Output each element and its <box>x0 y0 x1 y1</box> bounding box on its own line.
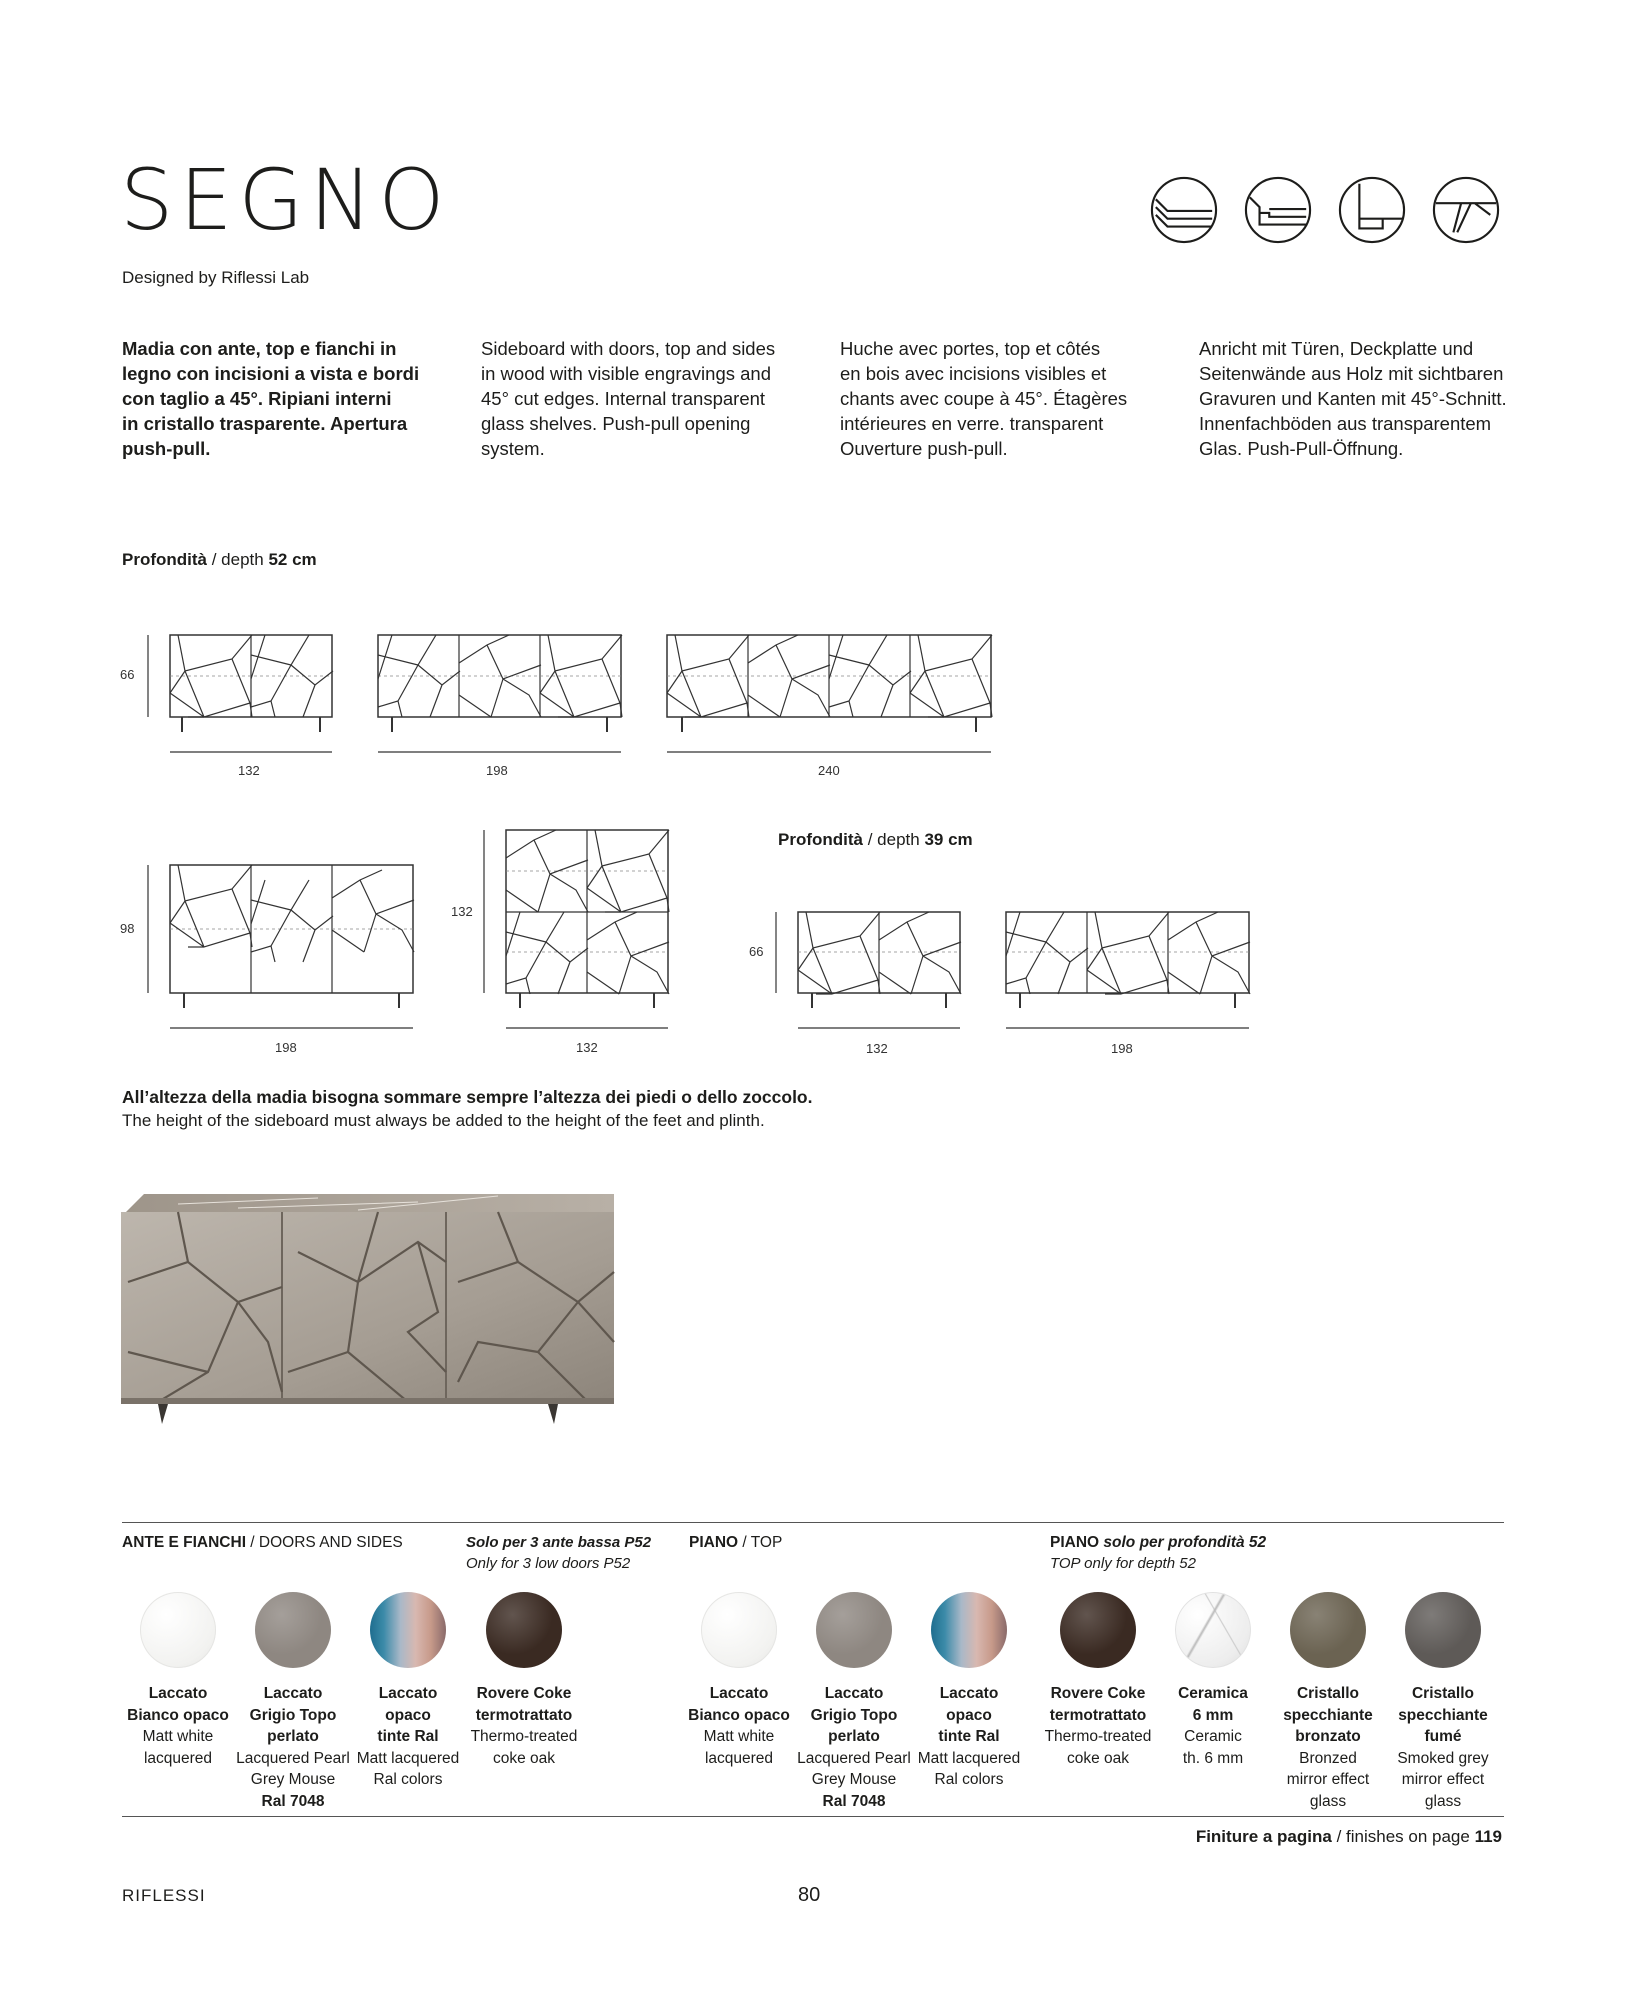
finish-label <box>1269 1683 1387 1812</box>
finish-label-line: specchiante <box>1283 1706 1373 1724</box>
finish-label-line: lacquered <box>704 1749 774 1767</box>
finish-swatch <box>1290 1592 1366 1668</box>
finish-label-line: Thermo-treated <box>470 1728 578 1745</box>
finish-label-line: tinte Ral <box>938 1728 1000 1745</box>
finish-label-line: mirror effect <box>1286 1771 1370 1788</box>
width-label: 198 <box>1111 1041 1133 1056</box>
finish-swatch <box>1175 1592 1251 1668</box>
finish-label-line: Laccato <box>709 1685 769 1702</box>
finish-label-line: Grey Mouse <box>250 1771 336 1788</box>
desc-line: Madia con ante, top e fianchi in <box>122 338 397 359</box>
finish-swatch <box>1060 1592 1136 1668</box>
finish-label-line: Lacquered Pearl <box>797 1749 911 1767</box>
heading-it: ANTE E FIANCHI <box>122 1534 246 1551</box>
width-label: 198 <box>275 1040 297 1055</box>
finish-label-line: Matt lacquered <box>917 1749 1021 1767</box>
desc-line: Anricht mit Türen, Deckplatte und <box>1199 338 1474 359</box>
desc-line: Gravuren und Kanten mit 45°-Schnitt. <box>1199 388 1507 409</box>
finish-label-line: tinte Ral <box>377 1728 439 1745</box>
finish-label-line: Bianco opaco <box>127 1706 229 1724</box>
desc-line: push-pull. <box>122 438 211 459</box>
finish-label-line: coke oak <box>492 1749 556 1767</box>
desc-line: in wood with visible engravings and <box>481 363 772 384</box>
finish-label-line: fumé <box>1424 1728 1462 1745</box>
finish-label-line: Laccato <box>378 1685 438 1702</box>
finish-label-line: Thermo-treated <box>1044 1728 1152 1745</box>
depth-label-it: Profondità <box>122 550 207 569</box>
finish-swatch <box>1405 1592 1481 1668</box>
finish-label-line: Rovere Coke <box>476 1685 572 1702</box>
finish-label-line: Ceramic <box>1184 1728 1242 1745</box>
finish-label-line: Matt white <box>142 1728 214 1745</box>
brand-name: RIFLESSI <box>122 1886 206 1905</box>
depth-label-it: Profondità <box>778 830 863 849</box>
product-photo <box>118 1192 618 1432</box>
finish-label-line: Cristallo <box>1411 1685 1474 1702</box>
finish-label <box>680 1683 798 1769</box>
finish-label-line: bronzato <box>1295 1728 1361 1745</box>
only-3-doors-en: Only for 3 low doors P52 <box>466 1555 631 1572</box>
finish-swatch <box>701 1592 777 1668</box>
finishes-page-ref <box>1196 1827 1502 1847</box>
desc-line: legno con incisioni a vista e bordi <box>122 363 420 384</box>
finish-label <box>1154 1683 1272 1769</box>
depth-39-label <box>778 830 973 850</box>
finish-label-line: Ral 7048 <box>822 1792 886 1810</box>
height-note-it: All’altezza della madia bisogna sommare sempre l’altezza dei piedi o dello zoccolo. <box>122 1087 813 1107</box>
finish-label <box>795 1683 913 1812</box>
finish-label <box>1384 1683 1502 1812</box>
height-label: 98 <box>120 921 135 936</box>
desc-line: glass shelves. Push-pull opening <box>481 413 751 434</box>
finish-label-line: Cristallo <box>1296 1685 1359 1702</box>
desc-line: en bois avec incisions visibles et <box>840 363 1107 384</box>
finishes-bottom-rule <box>122 1816 1504 1817</box>
finish-label-line: Laccato <box>263 1685 323 1702</box>
depth-value: 39 cm <box>924 830 973 849</box>
finish-label-line: Ral colors <box>934 1771 1004 1788</box>
width-label: 132 <box>576 1040 598 1055</box>
finish-label-line: Grey Mouse <box>811 1771 897 1788</box>
depth-value: 52 cm <box>268 550 317 569</box>
finish-swatch <box>255 1592 331 1668</box>
heading-it: PIANO <box>1050 1534 1100 1551</box>
finish-label-line: perlato <box>828 1728 880 1745</box>
heading-en: / TOP <box>738 1534 783 1551</box>
finish-swatch <box>931 1592 1007 1668</box>
finish-swatch <box>370 1592 446 1668</box>
top-heading <box>689 1534 782 1552</box>
sideboard-240-d52 <box>667 635 992 752</box>
finish-label <box>465 1683 583 1769</box>
height-label: 66 <box>120 667 135 682</box>
finish-label-line: opaco <box>385 1706 431 1724</box>
finish-label <box>910 1683 1028 1791</box>
finiture-en: / finishes on page <box>1331 1827 1475 1846</box>
finish-label-line: Grigio Topo <box>249 1706 337 1724</box>
finish-label-line: Smoked grey <box>1397 1749 1489 1767</box>
width-label: 240 <box>818 763 840 778</box>
finish-label <box>234 1683 352 1812</box>
top-depth52-en: TOP only for depth 52 <box>1050 1555 1196 1572</box>
finish-label-line: Bianco opaco <box>688 1706 790 1724</box>
sideboard-198-h98 <box>170 865 414 1028</box>
finish-label-line: termotrattato <box>475 1706 573 1724</box>
finish-label-line: coke oak <box>1066 1749 1130 1767</box>
sideboard-132-d52 <box>170 635 333 752</box>
depth-label-sep: / depth <box>863 830 925 849</box>
desc-line: Innenfachböden aus transparentem <box>1199 413 1492 434</box>
heading-it: PIANO <box>689 1534 739 1551</box>
finish-label-line: specchiante <box>1398 1706 1488 1724</box>
width-label: 132 <box>866 1041 888 1056</box>
finish-label <box>349 1683 467 1791</box>
heading-en: / DOORS AND SIDES <box>246 1534 403 1551</box>
finish-label-line: Laccato <box>824 1685 884 1702</box>
finish-label-line: Rovere Coke <box>1050 1685 1146 1702</box>
finish-label-line: opaco <box>946 1706 992 1724</box>
finish-label-line: Laccato <box>148 1685 208 1702</box>
desc-line: 45° cut edges. Internal transparent <box>481 388 766 409</box>
sideboard-198-d52 <box>378 635 622 752</box>
desc-line: Huche avec portes, top et côtés <box>840 338 1101 359</box>
finish-label-line: Ral 7048 <box>261 1792 325 1810</box>
desc-line: Seitenwände aus Holz mit sichtbaren <box>1199 363 1504 384</box>
desc-line: system. <box>481 438 545 459</box>
finish-label-line: Lacquered Pearl <box>236 1749 350 1767</box>
top-depth52-heading <box>1050 1534 1266 1552</box>
finiture-page: 119 <box>1474 1827 1502 1846</box>
finish-swatch <box>816 1592 892 1668</box>
width-label: 198 <box>486 763 508 778</box>
depth-label-sep: / depth <box>207 550 269 569</box>
finish-label-line: glass <box>1309 1792 1347 1810</box>
finish-label-line: Ral colors <box>373 1771 443 1788</box>
desc-line: in cristallo trasparente. Apertura <box>122 413 408 434</box>
finish-label-line: lacquered <box>143 1749 213 1767</box>
finiture-it: Finiture a pagina <box>1195 1827 1332 1846</box>
product-title: SEGNO <box>120 151 451 249</box>
finish-label-line: Bronzed <box>1299 1749 1357 1767</box>
desc-line: con taglio a 45°. Ripiani interni <box>122 388 392 409</box>
finish-label <box>119 1683 237 1769</box>
finish-label-line: th. 6 mm <box>1182 1749 1244 1767</box>
desc-line: chants avec coupe à 45°. Étagères <box>840 388 1128 409</box>
doors-sides-heading <box>122 1534 403 1552</box>
finish-swatch <box>486 1592 562 1668</box>
width-label: 132 <box>238 763 260 778</box>
desc-line: intérieures en verre. transparent <box>840 413 1104 434</box>
finishes-top-rule <box>122 1522 1504 1523</box>
desc-line: Glas. Push-Pull-Öffnung. <box>1199 438 1404 459</box>
finish-label-line: Matt white <box>703 1728 775 1745</box>
finish-label-line: perlato <box>267 1728 319 1745</box>
only-3-doors-it: Solo per 3 ante bassa P52 <box>466 1534 652 1551</box>
finish-label-line: 6 mm <box>1192 1706 1234 1724</box>
desc-line: Ouverture push-pull. <box>840 438 1008 459</box>
cabinet-132-h132 <box>506 830 669 1028</box>
finish-label-line: mirror effect <box>1401 1771 1485 1788</box>
height-label: 66 <box>749 944 764 959</box>
finish-label-line: Laccato <box>939 1685 999 1702</box>
finish-label-line: Matt lacquered <box>356 1749 460 1767</box>
heading-it-suffix: solo per profondità 52 <box>1099 1534 1267 1551</box>
finish-label-line: glass <box>1424 1792 1462 1810</box>
page-number: 80 <box>798 1884 821 1906</box>
designer-credit: Designed by Riflessi Lab <box>122 268 310 287</box>
height-label: 132 <box>451 904 473 919</box>
finish-label-line: termotrattato <box>1049 1706 1147 1724</box>
height-note-en: The height of the sideboard must always be added to the height of the feet and plinth. <box>122 1111 765 1130</box>
finish-label-line: Grigio Topo <box>810 1706 898 1724</box>
sideboard-132-d39 <box>798 912 961 1028</box>
sideboard-198-d39 <box>1006 912 1250 1028</box>
finish-label-line: Ceramica <box>1178 1685 1248 1702</box>
desc-line: Sideboard with doors, top and sides <box>481 338 776 359</box>
finish-swatch <box>140 1592 216 1668</box>
finish-label <box>1039 1683 1157 1769</box>
